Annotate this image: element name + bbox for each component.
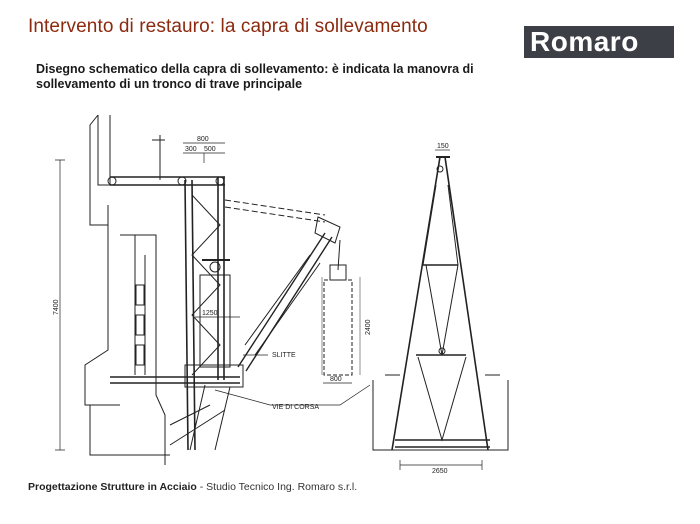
dim-label: 1250 [202,310,218,317]
slitte-callout: SLITTE [272,352,296,359]
dim-label: 500 [204,146,216,153]
page-title: Intervento di restauro: la capra di sollevamento [28,16,428,37]
footer-rest: - Studio Tecnico Ing. Romaro s.r.l. [196,481,358,493]
footer [28,481,357,493]
dim-label: 2650 [432,468,448,475]
dim-label: 800 [197,136,209,143]
logo-text: Romaro [530,26,639,57]
dim-label: 7400 [53,299,60,315]
drawing-caption: Disegno schematico della capra di sollevamento: è indicata la manovra di sollevamento di un tronco di trave principale [36,62,474,91]
technical-drawing [40,105,520,475]
dim-label: 2400 [365,319,372,335]
footer-bold: Progettazione Strutture in Acciaio [28,481,197,493]
romaro-logo [524,26,674,58]
vie-di-corsa-callout: VIE DI CORSA [272,404,320,411]
dim-label: 150 [437,143,449,150]
dim-label: 300 [185,146,197,153]
dim-label: 800 [330,376,342,383]
